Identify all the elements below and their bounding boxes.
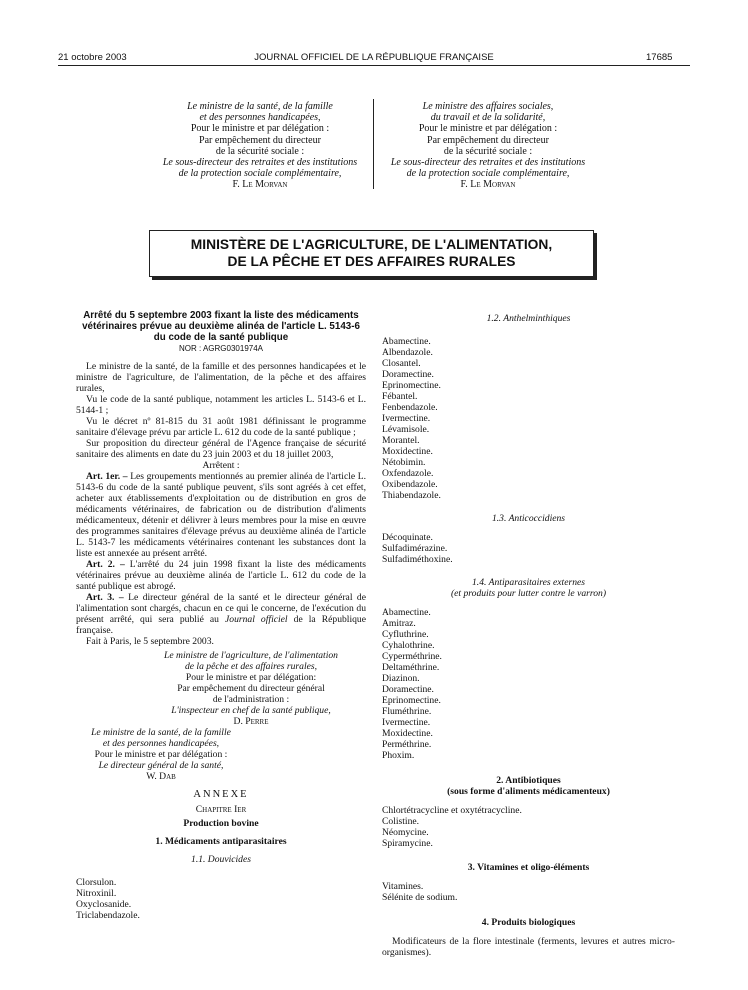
header-page-number: 17685 [646,52,673,63]
sig-line: L'inspecteur en chef de la santé publique, [171,705,331,716]
list-item: Phoxim. [382,750,415,761]
ministry-heading-line1: MINISTÈRE DE L'AGRICULTURE, DE L'ALIMENTATION, [190,237,553,252]
list-item: Cyhalothrine. [382,640,435,651]
list-item: Chlortétracycline et oxytétracycline. [382,805,522,816]
sig-line: Pour le ministre et par délégation : [190,123,330,135]
paragraph: Le ministre de la santé, de la famille et des personnes handicapées et le ministre de l'agriculture, de l'alimentation, de la pêche et des affaires rurales, [76,361,366,394]
list-item: Fenbendazole. [382,402,438,413]
section-2-subheading: (sous forme d'aliments médicamenteux) [447,786,610,797]
sig-line: de l'administration : [212,694,290,705]
chapitre-heading: Chapitre Ier [195,804,247,815]
article-text: Les groupements mentionnés au premier alinéa de l'article L. 5143-6 du code de la santé publique peuvent, s'ils sont agréés à cet effet, acheter aux établissements d'exploitation ou de distribution en gros de médicaments vétérinaires, de fabrication ou de distribution d'aliments médicamenteux, détenir et délivrer à leurs membres pour la mise en œuvre des programmes sanitaires d'élevage prévus au deuxième alinéa de l'article L. 5143-7 les médicaments vétérinaires contenant les substances dont la liste est annexée au présent arrêté. [76,471,366,559]
ministry-heading-box [149,230,594,277]
sig-line: Le ministre des affaires sociales, [422,101,554,112]
list-item: Diazinon. [382,673,420,684]
list-item: Oxfendazole. [382,468,434,479]
fait-a-paris: Fait à Paris, le 5 septembre 2003. [86,636,214,647]
signature-agriculture [76,650,366,727]
article-3 [76,592,366,636]
list-item: Moxidectine. [382,728,433,739]
sig-name: D. Perre [233,716,269,727]
article-1 [76,471,366,559]
sig-name: F. Le Morvan [232,179,288,191]
list-item: Doramectine. [382,369,434,380]
list-item: Perméthrine. [382,739,432,750]
header-rule [58,65,690,66]
list-item: Fluméthrine. [382,706,432,717]
list-item: Deltaméthrine. [382,662,440,673]
journal-officiel-ref: Journal officiel [225,614,288,625]
sig-line: Le ministre de la santé, de la famille [187,101,333,112]
list-item: Doramectine. [382,684,434,695]
decree-title: Arrêté du 5 septembre 2003 fixant la liste des médicaments vétérinaires prévue au deuxième alinéa de l'article L. 5143-6 du code de la santé publique [82,310,360,343]
section-1-3-heading: 1.3. Anticoccidiens [491,513,566,524]
section-1-heading: 1. Médicaments antiparasitaires [155,836,287,847]
anthelminthiques-list [382,336,675,501]
sig-line: Le ministre de l'agriculture, de l'alimentation [164,650,338,661]
article-text: L'arrêté du 24 juin 1998 fixant la liste des médicaments vétérinaires prévue au deuxième alinéa de l'article L. 612 du code de la santé publique est abrogé. [76,559,366,592]
section-4-heading: 4. Produits biologiques [481,917,576,928]
signature-divider [373,99,374,189]
paragraph: Sur proposition du directeur général de l'Agence française de sécurité sanitaire des aliments en date du 23 juin 2003 et du 18 juillet 2003, [76,438,366,460]
list-item: Spiramycine. [382,838,433,849]
sig-line: Pour le ministre et par délégation : [418,123,558,135]
list-item: Colistine. [382,816,420,827]
antiparasitaires-list [382,607,675,761]
section-1-4-heading: 1.4. Antiparasitaires externes [472,577,585,588]
sig-line: du travail et de la solidarité, [430,112,546,124]
list-item: Closantel. [382,358,421,369]
article-label: Art. 3. – [86,592,124,603]
paragraph: Vu le code de la santé publique, notamment les articles L. 5143-6 et L. 5144-1 ; [76,394,366,416]
article-text: de la République française. [76,614,366,636]
list-item: Sulfadiméthoxine. [382,554,453,565]
article-2 [76,559,366,592]
list-item: Décoquinate. [382,532,433,543]
sig-line: de la sécurité sociale : [215,145,305,157]
list-item: Sélénite de sodium. [382,892,458,903]
list-item: Triclabendazole. [76,910,140,921]
list-item: Fébantel. [382,391,418,402]
sig-line: et des personnes handicapées, [102,738,220,749]
list-item: Cyfluthrine. [382,629,429,640]
section-1-1-heading: 1.1. Douvicides [191,854,251,865]
produits-biologiques-text: Modificateurs de la flore intestinale (ferments, levures et autres micro-organismes). [382,936,675,958]
sig-line: et des personnes handicapées, [199,112,321,124]
list-item: Oxyclosanide. [76,899,132,910]
douvicides-list [76,877,366,921]
sig-line: Pour le ministre et par délégation : [94,749,228,760]
sig-line: de la sécurité sociale : [443,145,533,157]
sig-line: Le sous-directeur des retraites et des institutions [390,157,586,169]
list-item: Abamectine. [382,607,431,618]
list-item: Lévamisole. [382,424,430,435]
section-2-heading: 2. Antibiotiques [496,775,561,786]
right-column [382,313,675,958]
left-column [76,310,366,921]
list-item: Clorsulon. [76,877,117,888]
sig-line: de la protection sociale complémentaire, [406,168,570,180]
article-text: Le directeur général de la santé et le directeur général de l'alimentation sont chargés, chacun en ce qui le concerne, de l'exécution du présent arrêté, qui sera publié au [76,592,366,625]
list-item: Oxibendazole. [382,479,438,490]
list-item: Morantel. [382,435,420,446]
list-item: Néomycine. [382,827,429,838]
sig-line: Par empêchement du directeur [199,134,321,146]
arretent: Arrêtent : [202,460,240,471]
sig-line: Le directeur général de la santé, [98,760,224,771]
anticoccidiens-list [382,532,675,565]
sig-line: Par empêchement du directeur général [177,683,325,694]
sig-line: Pour le ministre et par délégation: [185,672,317,683]
list-item: Cyperméthrine. [382,651,442,662]
paragraph: Vu le décret nº 81-815 du 31 août 1981 définissant le programme sanitaire d'élevage prévu par article L. 612 du code de la santé publique ; [76,416,366,438]
list-item: Thiabendazole. [382,490,441,501]
article-label: Art. 2. – [86,559,125,570]
sig-name: W. Dab [146,771,176,782]
section-1-2-heading: 1.2. Anthelminthiques [486,313,571,324]
list-item: Eprinomectine. [382,380,441,391]
list-item: Amitraz. [382,618,416,629]
list-item: Ivermectine. [382,717,431,728]
vitamines-list [382,881,675,903]
sig-line: Le sous-directeur des retraites et des institutions [162,157,358,169]
antibiotiques-list [382,805,675,849]
sig-line: de la pêche et des affaires rurales, [184,661,318,672]
header-journal-title: JOURNAL OFFICIEL DE LA RÉPUBLIQUE FRANÇAISE [254,52,494,63]
list-item: Sulfadimérazine. [382,543,448,554]
list-item: Vitamines. [382,881,424,892]
list-item: Nitroxinil. [76,888,117,899]
sig-name: F. Le Morvan [460,179,516,191]
list-item: Abamectine. [382,336,431,347]
top-signature-left [150,101,370,191]
top-signature-right [378,101,598,191]
sig-line: de la protection sociale complémentaire, [178,168,342,180]
sig-line: Par empêchement du directeur [427,134,549,146]
nor-reference: NOR : AGRG0301974A [178,344,264,353]
list-item: Moxidectine. [382,446,433,457]
list-item: Nétobimin. [382,457,426,468]
section-1-4-subheading: (et produits pour lutter contre le varron) [450,588,607,599]
list-item: Eprinomectine. [382,695,441,706]
section-3-heading: 3. Vitamines et oligo-éléments [467,862,590,873]
list-item: Albendazole. [382,347,433,358]
sig-line: Le ministre de la santé, de la famille [91,727,231,738]
production-heading: Production bovine [183,818,259,829]
signature-sante [76,727,246,782]
annexe-heading: ANNEXE [193,789,249,800]
article-label: Art. 1er. – [86,471,128,482]
ministry-heading-line2: DE LA PÊCHE ET DES AFFAIRES RURALES [227,254,516,269]
list-item: Ivermectine. [382,413,431,424]
header-date: 21 octobre 2003 [58,52,127,63]
